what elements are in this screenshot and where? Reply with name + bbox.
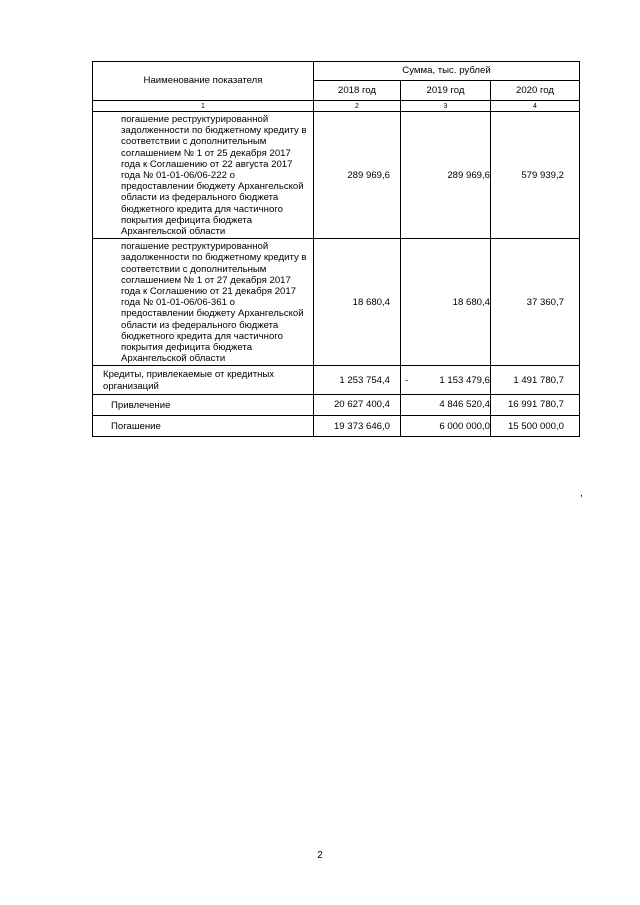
table-row [93, 366, 580, 394]
value-2019: 4 846 520,4 [401, 394, 491, 415]
row-name: погашение реструктурированной задолженности по бюджетному кредиту в соответствии с дополнительным соглашением № 1 от 27 декабря 2017 года к Соглашению от 21 декабря 2017 года № 01-01-06/06-361 о предоставлении бюджету Архангельской области из федерального бюджета бюджетного кредита для частичного покрытия дефицита бюджета Архангельской области [93, 239, 314, 366]
value-2019: 1 153 479,6 [439, 374, 490, 386]
value-2020: 16 991 780,7 [491, 394, 580, 415]
row-name: погашение реструктурированной задолженности по бюджетному кредиту в соответствии с дополнительным соглашением № 1 от 25 декабря 2017 года к Соглашению от 22 августа 2017 года № 01-01-06/06-222 о предоставлении бюджету Архангельской области из федерального бюджета бюджетного кредита для частичного покрытия дефицита бюджета Архангельской области [93, 112, 314, 239]
negative-sign: - [405, 374, 409, 386]
budget-table [92, 61, 580, 437]
value-2018: 18 680,4 [314, 239, 401, 366]
sum-group-header: Сумма, тыс. рублей [314, 62, 580, 81]
row-name: Погашение [93, 416, 314, 437]
trailing-comma: , [580, 488, 583, 499]
column-number: 4 [491, 101, 580, 112]
table-row [93, 239, 580, 366]
value-2018: 1 253 754,4 [314, 366, 401, 394]
table-row [93, 416, 580, 437]
value-2019-cell [401, 366, 491, 394]
value-2019: 18 680,4 [401, 239, 491, 366]
value-2020: 15 500 000,0 [491, 416, 580, 437]
column-number: 3 [401, 101, 491, 112]
value-2018: 20 627 400,4 [314, 394, 401, 415]
value-2020: 37 360,7 [491, 239, 580, 366]
page-number: 2 [317, 850, 323, 861]
year-header-2018: 2018 год [314, 81, 401, 101]
value-2019: 289 969,6 [401, 112, 491, 239]
column-number: 2 [314, 101, 401, 112]
value-2019: 6 000 000,0 [401, 416, 491, 437]
year-header-2020: 2020 год [491, 81, 580, 101]
table-row [93, 394, 580, 415]
table-row [93, 112, 580, 239]
column-number: 1 [93, 101, 314, 112]
value-2020: 1 491 780,7 [491, 366, 580, 394]
year-header-2019: 2019 год [401, 81, 491, 101]
column-number-row [93, 101, 580, 112]
value-2020: 579 939,2 [491, 112, 580, 239]
row-name: Привлечение [93, 394, 314, 415]
row-name: Кредиты, привлекаемые от кредитных организаций [93, 366, 314, 394]
indicator-name-header: Наименование показателя [93, 62, 314, 101]
value-2018: 289 969,6 [314, 112, 401, 239]
value-2018: 19 373 646,0 [314, 416, 401, 437]
header-row-top [93, 62, 580, 81]
